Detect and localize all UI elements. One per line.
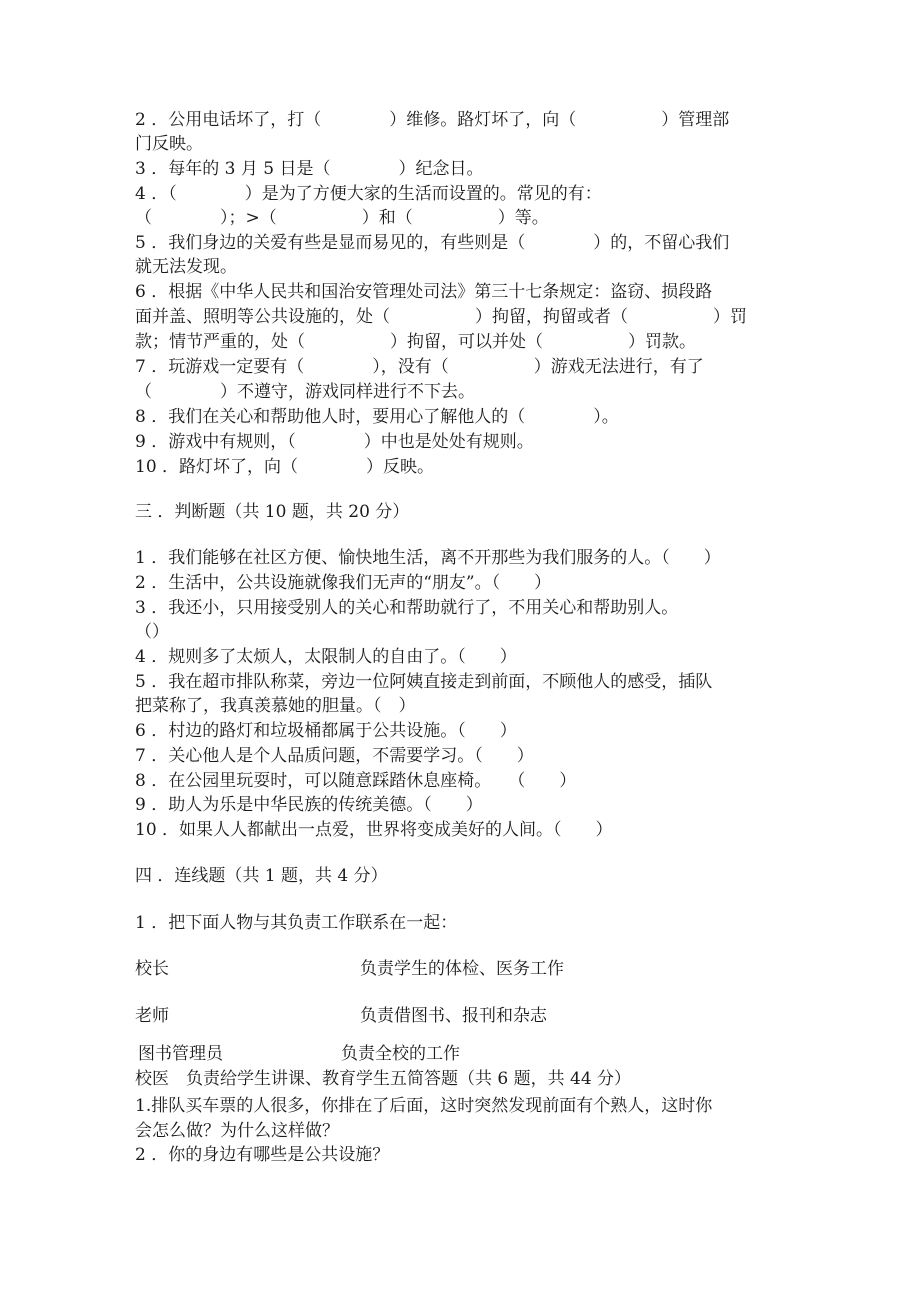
match-right-3: 负责全校的工作 <box>341 1044 460 1064</box>
fill-q2-line1: 2 ．公用电话坏了，打（ ）维修。路灯坏了，向（ ）管理部 <box>135 110 730 130</box>
fill-q4-line1: 4 ．（ ）是为了方便大家的生活而设置的。常见的有： <box>135 184 602 204</box>
match-left-1: 校长 <box>135 959 169 979</box>
judge-item-5-cont: 把菜称了，我真羡慕她的胆量。（ ） <box>135 696 416 716</box>
fill-q9-line1: 9 ．游戏中有规则，（ ）中也是处处有规则。 <box>135 432 534 452</box>
fill-q10-line1: 10 ．路灯坏了，向（ ）反映。 <box>135 457 435 477</box>
fill-q3-line1: 3 ．每年的 3 月 5 日是（ ）纪念日。 <box>135 159 484 179</box>
short-item-1-cont: 会怎么做？为什么这样做？ <box>135 1121 339 1141</box>
judge-item-8: 8 ．在公园里玩耍时，可以随意踩踏休息座椅。 （ ） <box>135 771 577 791</box>
judge-item-3: 3 ．我还小，只用接受别人的关心和帮助就行了，不用关心和帮助别人。 <box>135 598 679 618</box>
judge-item-10: 10 ．如果人人都献出一点爱，世界将变成美好的人间。（ ） <box>135 820 613 840</box>
short-item-1: 1.排队买车票的人很多，你排在了后面，这时突然发现前面有个熟人，这时你 <box>135 1096 713 1116</box>
match-question: 1 ．把下面人物与其负责工作联系在一起： <box>135 913 458 933</box>
fill-q5-line2: 就无法发现。 <box>135 257 237 277</box>
judge-item-3-cont: （） <box>135 622 169 642</box>
fill-q4-line2: （ ）；>（ ）和（ ）等。 <box>135 208 549 228</box>
match-left-3: 图书管理员 <box>138 1044 223 1064</box>
judge-item-7: 7 ．关心他人是个人品质问题，不需要学习。（ ） <box>135 746 534 766</box>
judge-item-5: 5 ．我在超市排队称菜，旁边一位阿姨直接走到前面，不顾他人的感受，插队 <box>135 672 713 692</box>
section3-title: 三 ．判断题（共 10 题，共 20 分） <box>135 502 410 522</box>
judge-item-6: 6 ．村边的路灯和垃圾桶都属于公共设施。（ ） <box>135 721 517 741</box>
judge-item-1: 1 ．我们能够在社区方便、愉快地生活，离不开那些为我们服务的人。（ ） <box>135 548 721 568</box>
match-left-2: 老师 <box>135 1006 169 1026</box>
fill-q2-line2: 门反映。 <box>135 134 203 154</box>
fill-q7-line2: （ ）不遵守，游戏同样进行不下去。 <box>135 382 475 402</box>
section4-title: 四 ．连线题（共 1 题，共 4 分） <box>135 866 388 886</box>
match-right-2: 负责借图书、报刊和杂志 <box>360 1006 547 1026</box>
fill-q6-line2: 面并盖、照明等公共设施的，处（ ）拘留，拘留或者（ ）罚 <box>135 307 747 327</box>
fill-q6-line1: 6 ．根据《中华人民共和国治安管理处司法》第三十七条规定：盗窃、损段路 <box>135 282 713 302</box>
fill-q5-line1: 5 ．我们身边的关爱有些是显而易见的，有些则是（ ）的，不留心我们 <box>135 233 730 253</box>
judge-item-2: 2 ．生活中，公共设施就像我们无声的“朋友”。（ ） <box>135 573 552 593</box>
match-last-line: 校医 负责给学生讲课、教育学生五简答题（共 6 题，共 44 分） <box>135 1069 632 1089</box>
fill-q6-line3: 款；情节严重的，处（ ）拘留，可以并处（ ）罚款。 <box>135 332 696 352</box>
match-right-1: 负责学生的体检、医务工作 <box>360 959 564 979</box>
judge-item-9: 9 ．助人为乐是中华民族的传统美德。（ ） <box>135 795 483 815</box>
short-item-2: 2 ．你的身边有哪些是公共设施？ <box>135 1145 390 1165</box>
judge-item-4: 4 ．规则多了太烦人，太限制人的自由了。（ ） <box>135 647 517 667</box>
fill-q8-line1: 8 ．我们在关心和帮助他人时，要用心了解他人的（ ）。 <box>135 407 619 427</box>
fill-q7-line1: 7 ．玩游戏一定要有（ ），没有（ ）游戏无法进行，有了 <box>135 357 704 377</box>
